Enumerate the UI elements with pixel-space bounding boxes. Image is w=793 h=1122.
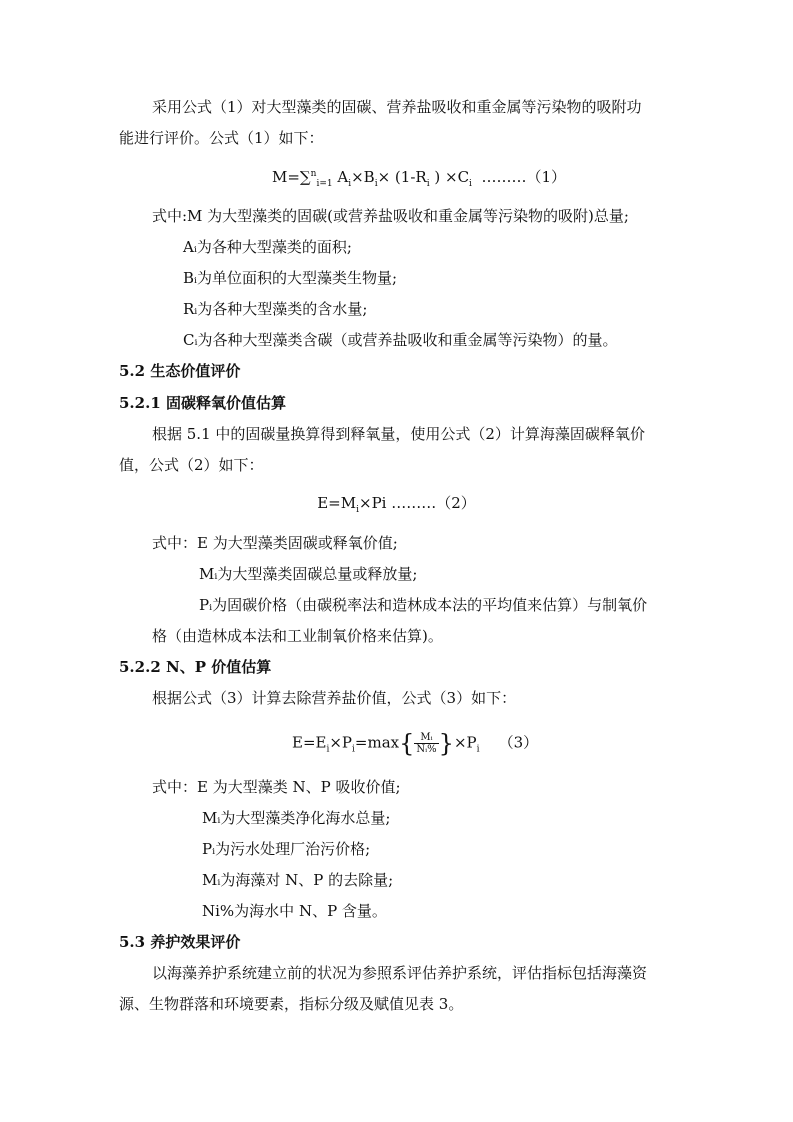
formula-3-max: =max <box>354 733 400 752</box>
definition-2-p-line-1: Pᵢ为固碳价格（由碳税率法和造林成本法的平均值来估算）与制氧价 <box>199 596 648 614</box>
formula-3-number: （3） <box>498 733 539 752</box>
formula-2-tail: ×Pi ………（2） <box>359 494 476 512</box>
definition-1-a: Aᵢ为各种大型藻类的面积; <box>183 238 352 256</box>
paragraph-1-line-2: 能进行评价。公式（1）如下： <box>119 129 324 147</box>
formula-2-sub: i <box>356 505 359 515</box>
formula-1-b-sub: i <box>374 179 378 189</box>
formula-3-fraction <box>414 732 438 755</box>
formula-1 <box>272 167 566 187</box>
formula-1-a-sub: i <box>348 179 352 189</box>
heading-5-3: 5.3 养护效果评价 <box>119 933 241 951</box>
formula-3-tail: ×P <box>453 733 477 752</box>
formula-3-denominator: Nᵢ% <box>416 744 437 755</box>
formula-3 <box>292 729 539 760</box>
formula-2 <box>0 493 793 513</box>
formula-3-left-brace: { <box>399 729 415 758</box>
paragraph-3: 根据公式（3）计算去除营养盐价值，公式（3）如下： <box>152 689 517 707</box>
heading-5-2-1: 5.2.1 固碳释氧价值估算 <box>119 394 286 412</box>
formula-3-numerator: Mᵢ <box>414 732 438 744</box>
formula-3-e-sub: i <box>326 744 330 755</box>
definition-1-b: Bᵢ为单位面积的大型藻类生物量; <box>183 269 398 287</box>
formula-1-sup: n <box>310 169 317 179</box>
formula-1-r-sub: i <box>426 179 430 189</box>
definition-3-m2: Mᵢ为海藻对 N、P 的去除量; <box>202 871 394 889</box>
formula-3-p-sub: i <box>352 744 355 755</box>
formula-1-a: A <box>337 168 349 186</box>
formula-3-p: ×P <box>329 733 353 752</box>
definition-2-p-line-2: 格（由造林成本法和工业制氧价格来估算)。 <box>152 627 443 645</box>
paragraph-4-line-2: 源、生物群落和环境要素，指标分级及赋值见表 3。 <box>119 995 464 1013</box>
definition-1-intro: 式中:M 为大型藻类的固碳(或营养盐吸收和重金属等污染物的吸附)总量; <box>152 207 629 225</box>
formula-3-lhs: E=E <box>292 733 327 752</box>
definition-3-intro: 式中：E 为大型藻类 N、P 吸收价值; <box>152 778 401 796</box>
formula-1-sum: M=∑ <box>272 168 311 186</box>
formula-1-c-sub: i <box>469 179 472 189</box>
paragraph-2-line-2: 值，公式（2）如下： <box>119 456 264 474</box>
paragraph-4-line-1: 以海藻养护系统建立前的状况为参照系评估养护系统，评估指标包括海藻资 <box>152 964 648 982</box>
paragraph-1-line-1: 采用公式（1）对大型藻类的固碳、营养盐吸收和重金属等污染物的吸附功 <box>152 98 642 116</box>
formula-1-sub: i=1 <box>316 179 333 189</box>
definition-2-intro: 式中：E 为大型藻类固碳或释氧价值; <box>152 534 398 552</box>
formula-1-b: ×B <box>351 168 375 186</box>
formula-1-r: × (1-R <box>377 168 427 186</box>
heading-5-2: 5.2 生态价值评价 <box>119 362 241 380</box>
heading-5-2-2: 5.2.2 N、P 价值估算 <box>119 658 272 676</box>
paragraph-2-line-1: 根据 5.1 中的固碳量换算得到释氧量，使用公式（2）计算海藻固碳释氧价 <box>152 425 645 443</box>
definition-3-p: Pᵢ为污水处理厂治污价格; <box>202 840 371 858</box>
definition-1-c: Cᵢ为各种大型藻类含碳（或营养盐吸收和重金属等污染物）的量。 <box>183 331 618 349</box>
formula-3-right-brace: } <box>438 729 454 758</box>
formula-1-number: ………（1） <box>481 168 567 186</box>
definition-3-m: Mᵢ为大型藻类净化海水总量; <box>202 809 391 827</box>
formula-1-c: ) ×C <box>434 168 470 186</box>
definition-2-m: Mᵢ为大型藻类固碳总量或释放量; <box>199 565 418 583</box>
formula-3-tail-sub: i <box>476 744 480 755</box>
definition-1-r: Rᵢ为各种大型藻类的含水量; <box>183 300 368 318</box>
definition-3-n: Ni%为海水中 N、P 含量。 <box>202 902 387 920</box>
formula-2-lhs: E=M <box>317 494 357 512</box>
